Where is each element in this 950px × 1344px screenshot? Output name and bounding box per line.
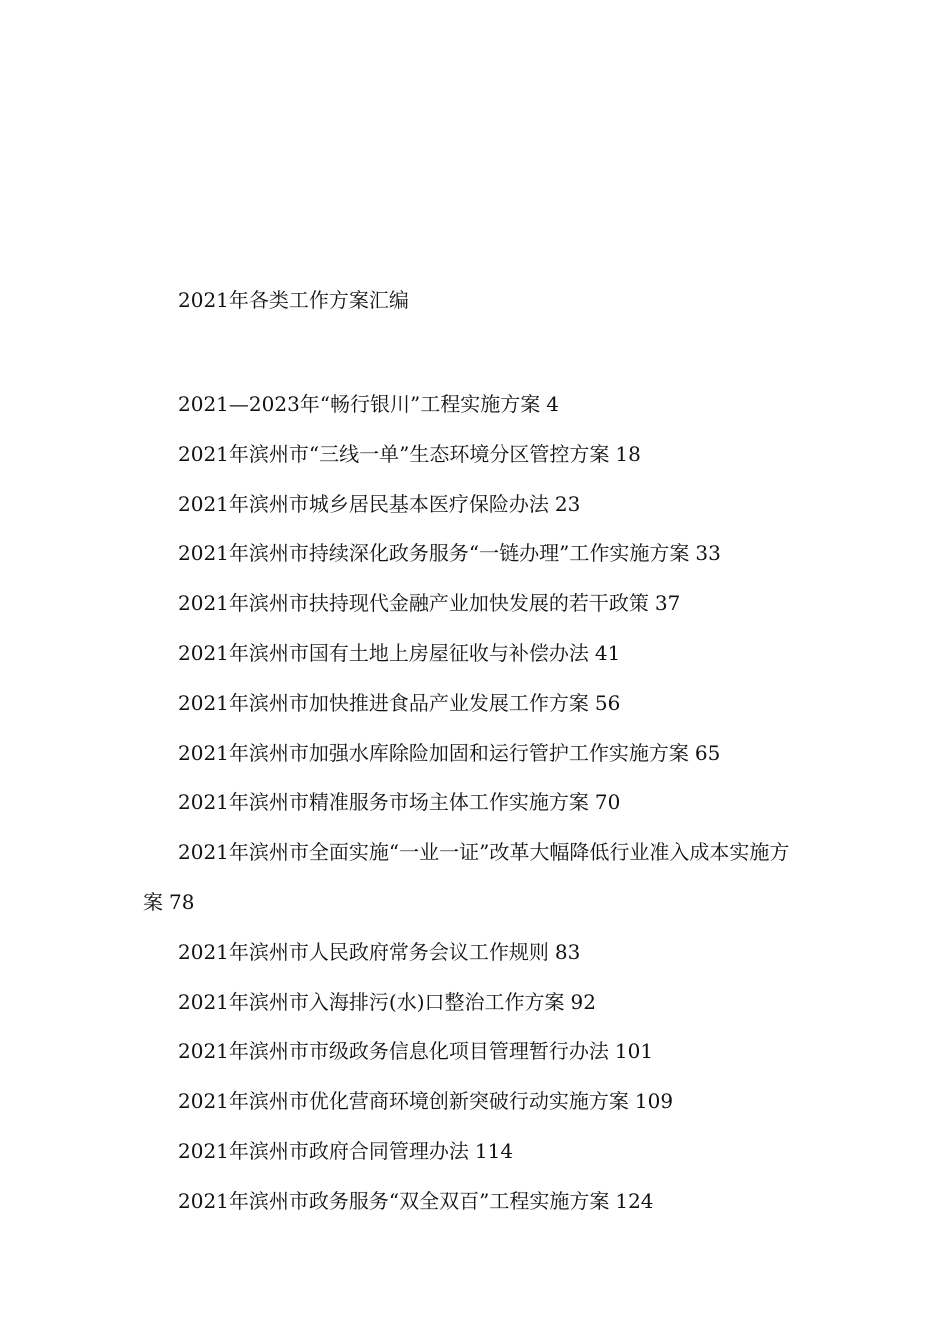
toc-entry-title: 2021年滨州市精准服务市场主体工作实施方案 [178,790,589,815]
toc-entry [143,1177,813,1227]
toc-entry-page: 101 [614,1039,654,1064]
toc-entry-page: 114 [474,1138,514,1163]
toc-entry-title: 2021年滨州市政务服务“双全双百”工程实施方案 [178,1188,610,1213]
toc-entry-page: 41 [594,640,621,665]
toc-entry-title: 2021年滨州市国有土地上房屋征收与补偿办法 [178,640,589,665]
toc-entry-page: 33 [695,541,721,566]
toc-entry [143,529,813,579]
toc-entry-page: 124 [615,1188,654,1213]
toc-entry-title: 2021年滨州市全面实施“一业一证”改革大幅降低行业准入成本实施方案 [143,840,790,914]
toc-entry-title: 2021年滨州市优化营商环境创新突破行动实施方案 [178,1089,629,1114]
toc-entry-page: 78 [169,889,195,914]
toc-entry [143,828,808,928]
toc-entry [143,430,813,480]
toc-entry-title: 2021年滨州市入海排污(水)口整治工作方案 [178,989,565,1014]
toc-entry-page: 18 [615,441,641,466]
toc-entry [143,1127,813,1177]
toc-entry [143,480,813,530]
toc-entry-title: 2021年滨州市加快推进食品产业发展工作方案 [178,690,589,715]
toc-entry-page: 109 [634,1089,674,1114]
toc-entry-title: 2021年滨州市政府合同管理办法 [178,1138,469,1163]
toc-entry-title: 2021年滨州市市级政务信息化项目管理暂行办法 [178,1039,609,1064]
toc-entry-title: 2021年滨州市加强水库除险加固和运行管护工作实施方案 [178,740,689,765]
toc-entry-page: 4 [546,392,559,416]
toc-entry [143,778,813,828]
toc-entry [143,380,813,430]
toc-entry-title: 2021年滨州市城乡居民基本医疗保险办法 [178,491,549,516]
toc-entry-page: 65 [694,740,721,765]
table-of-contents [143,380,813,1227]
toc-entry-page: 70 [594,790,621,815]
toc-entry [143,729,813,779]
toc-entry [143,1077,813,1127]
toc-entry-title: 2021年滨州市“三线一单”生态环境分区管控方案 [178,441,610,466]
toc-entry [143,1027,813,1077]
toc-entry-page: 23 [554,491,581,516]
toc-entry-title: 2021—2023年“畅行银川”工程实施方案 [178,392,541,416]
toc-entry-page: 37 [654,591,681,616]
toc-entry-title: 2021年滨州市人民政府常务会议工作规则 [178,939,549,964]
toc-entry-page: 56 [594,690,621,715]
toc-entry [143,679,813,729]
toc-entry-title: 2021年滨州市持续深化政务服务“一链办理”工作实施方案 [178,541,690,566]
toc-entry-page: 83 [554,939,581,964]
toc-entry [143,928,813,978]
toc-entry-page: 92 [570,989,596,1014]
toc-entry [143,978,813,1028]
document-title: 2021年各类工作方案汇编 [178,288,409,312]
toc-entry [143,629,813,679]
toc-entry [143,579,813,629]
toc-entry-title: 2021年滨州市扶持现代金融产业加快发展的若干政策 [178,591,649,616]
